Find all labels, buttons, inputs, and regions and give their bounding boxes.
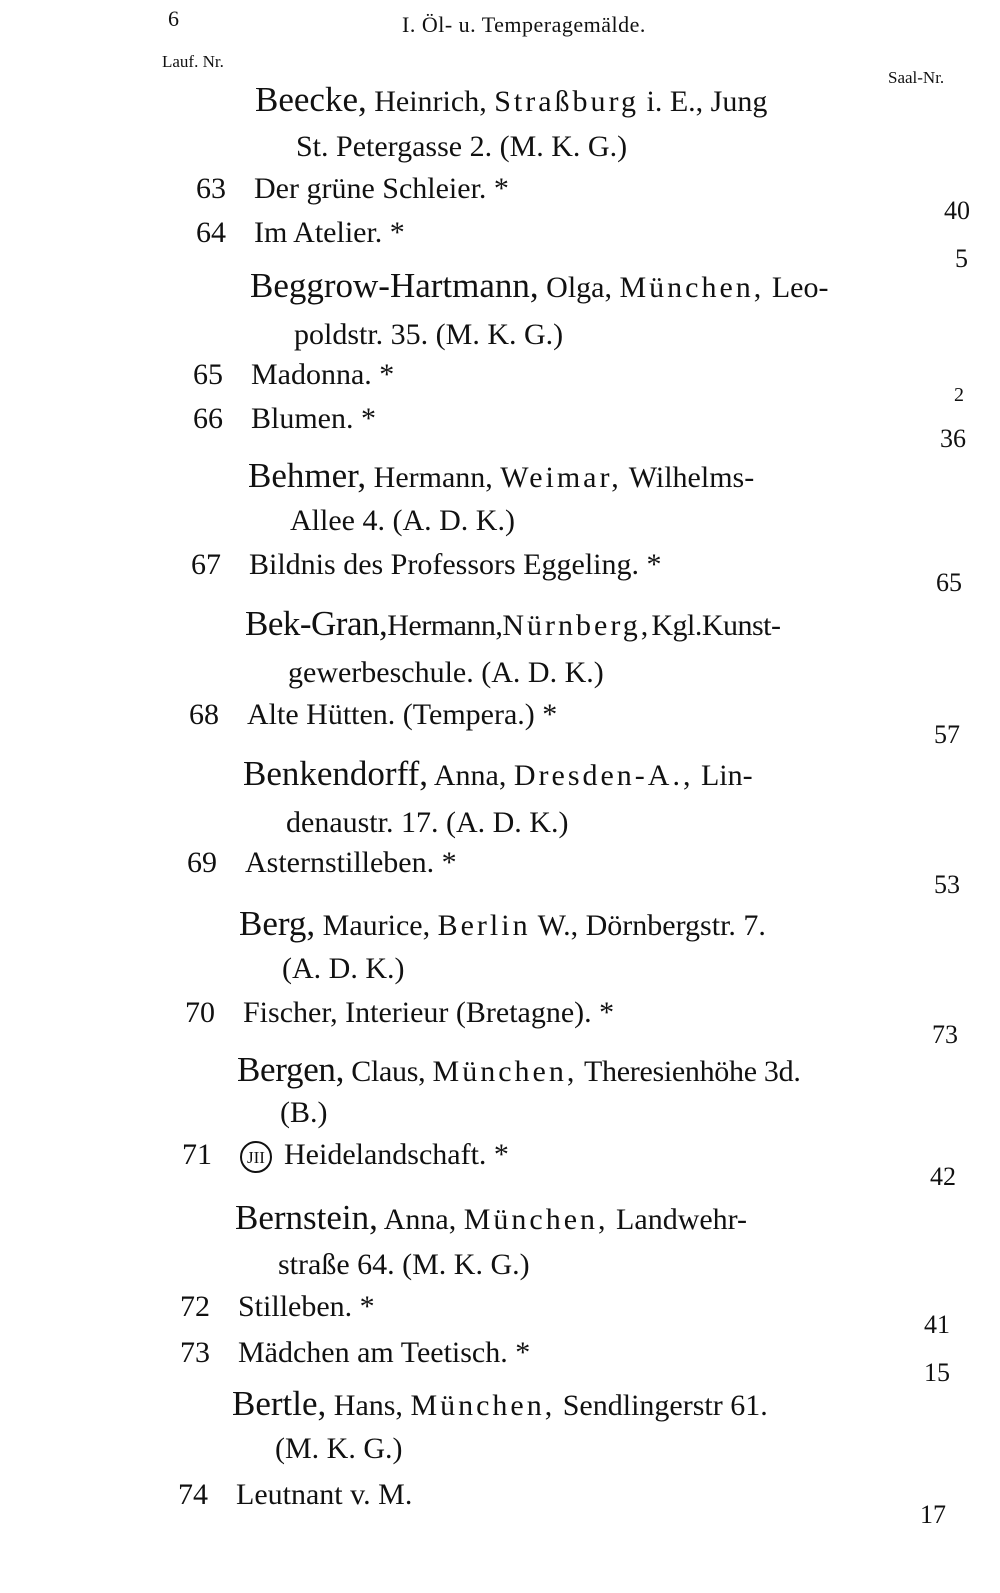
saal-number: 42 — [930, 1162, 956, 1191]
artist-address: Theresienhöhe 3d. — [584, 1055, 801, 1088]
artist-city: München, — [619, 271, 765, 304]
artist-entry — [245, 604, 780, 644]
section-title: I. Öl- u. Temperagemälde. — [402, 12, 646, 37]
lauf-number: 65 — [193, 358, 223, 391]
artist-name: Beecke, — [255, 80, 367, 119]
work-title: Stilleben. * — [238, 1290, 375, 1323]
work-entry — [191, 548, 662, 582]
work-entry — [189, 698, 557, 732]
work-title: Madonna. * — [251, 358, 395, 391]
jury-stamp-icon: JII — [240, 1141, 272, 1173]
artist-firstname: Anna, — [383, 1203, 457, 1236]
work-title: Heidelandschaft. * — [284, 1138, 509, 1171]
artist-address: W., Dörnbergstr. 7. — [537, 909, 766, 942]
artist-address: Wilhelms- — [628, 461, 755, 494]
saal-number: 2 — [954, 384, 964, 406]
artist-name: Bek-Gran, — [245, 604, 388, 643]
artist-city: Nürnberg, — [502, 609, 652, 642]
artist-name: Bergen, — [237, 1050, 345, 1089]
saal-number: 5 — [955, 244, 968, 273]
work-title: Alte Hütten. (Tempera.) * — [247, 698, 558, 731]
artist-address: i. E., Jung — [646, 85, 768, 118]
page-number: 6 — [168, 6, 180, 31]
saal-number: 73 — [932, 1020, 958, 1049]
work-entry — [193, 402, 376, 436]
work-title: Asternstilleben. * — [245, 846, 457, 879]
work-entry — [187, 846, 457, 880]
work-entry — [193, 358, 394, 392]
artist-city: München, — [463, 1203, 609, 1236]
artist-address-continued: denaustr. 17. (A. D. K.) — [286, 806, 569, 839]
work-entry — [196, 216, 405, 250]
work-entry — [185, 996, 614, 1030]
work-title: Blumen. * — [251, 402, 376, 435]
column-header-lauf-nr: Lauf. Nr. — [162, 52, 224, 71]
artist-address: Sendlingerstr 61. — [562, 1389, 768, 1422]
work-title: Bildnis des Professors Eggeling. * — [249, 548, 662, 581]
saal-number: 53 — [934, 870, 960, 899]
artist-firstname: Maurice, — [322, 909, 431, 942]
artist-name: Bertle, — [232, 1384, 327, 1423]
artist-city: Dresden-A., — [513, 759, 694, 792]
artist-city: München, — [432, 1055, 578, 1088]
artist-address-continued: poldstr. 35. (M. K. G.) — [294, 318, 564, 351]
artist-firstname: Heinrich, — [374, 85, 487, 118]
artist-city: Straßburg — [494, 85, 639, 118]
artist-city: Berlin — [437, 909, 531, 942]
artist-address: Kgl.Kunst- — [651, 609, 781, 642]
work-title: Mädchen am Teetisch. * — [238, 1336, 531, 1369]
lauf-number: 74 — [178, 1478, 208, 1511]
work-title: Leutnant v. M. — [236, 1478, 413, 1511]
saal-number: 57 — [934, 720, 960, 749]
lauf-number: 71 — [182, 1138, 212, 1171]
artist-entry — [237, 1050, 801, 1090]
artist-firstname: Hermann, — [387, 609, 503, 642]
artist-name: Benkendorff, — [243, 754, 428, 793]
lauf-number: 68 — [189, 698, 219, 731]
work-title: Fischer, Interieur (Bretagne). * — [243, 996, 615, 1029]
lauf-number: 73 — [180, 1336, 210, 1369]
artist-city: Weimar, — [500, 461, 622, 494]
artist-entry — [255, 80, 767, 120]
saal-number: 40 — [944, 196, 970, 225]
saal-number: 41 — [924, 1310, 950, 1339]
artist-firstname: Anna, — [433, 759, 507, 792]
lauf-number: 66 — [193, 402, 223, 435]
artist-entry — [248, 456, 754, 496]
artist-entry — [250, 266, 828, 306]
artist-address-continued: straße 64. (M. K. G.) — [278, 1248, 530, 1281]
work-entry — [182, 1138, 509, 1173]
artist-firstname: Hans, — [333, 1389, 403, 1422]
artist-address-continued: St. Petergasse 2. (M. K. G.) — [296, 130, 628, 163]
lauf-number: 63 — [196, 172, 226, 205]
artist-firstname: Hermann, — [373, 461, 493, 494]
column-header-saal-nr: Saal-Nr. — [888, 68, 945, 87]
artist-name: Berg, — [239, 904, 316, 943]
lauf-number: 64 — [196, 216, 226, 249]
saal-number: 15 — [924, 1358, 950, 1387]
artist-name: Bernstein, — [235, 1198, 378, 1237]
artist-address-continued: (B.) — [280, 1096, 328, 1129]
work-title: Im Atelier. * — [254, 216, 405, 249]
work-entry — [180, 1336, 530, 1370]
artist-address: Leo- — [771, 271, 829, 304]
lauf-number: 72 — [180, 1290, 210, 1323]
work-title: Der grüne Schleier. * — [254, 172, 509, 205]
artist-address-continued: (M. K. G.) — [275, 1432, 403, 1465]
work-entry — [178, 1478, 412, 1512]
artist-address-continued: Allee 4. (A. D. K.) — [290, 504, 515, 537]
saal-number: 17 — [920, 1500, 946, 1529]
artist-city: München, — [410, 1389, 556, 1422]
saal-number: 65 — [936, 568, 962, 597]
lauf-number: 70 — [185, 996, 215, 1029]
artist-name: Behmer, — [248, 456, 367, 495]
artist-entry — [232, 1384, 768, 1424]
artist-address: Lin- — [700, 759, 753, 792]
artist-entry — [235, 1198, 747, 1238]
lauf-number: 69 — [187, 846, 217, 879]
work-entry — [196, 172, 509, 206]
artist-firstname: Claus, — [351, 1055, 426, 1088]
artist-address-continued: gewerbeschule. (A. D. K.) — [288, 656, 604, 689]
artist-address: Landwehr- — [616, 1203, 748, 1236]
work-entry — [180, 1290, 375, 1324]
artist-entry — [239, 904, 766, 944]
artist-address-continued: (A. D. K.) — [282, 952, 405, 985]
saal-number: 36 — [940, 424, 966, 453]
artist-firstname: Olga, — [546, 271, 612, 304]
artist-entry — [243, 754, 753, 794]
artist-name: Beggrow-Hartmann, — [250, 266, 539, 305]
lauf-number: 67 — [191, 548, 221, 581]
